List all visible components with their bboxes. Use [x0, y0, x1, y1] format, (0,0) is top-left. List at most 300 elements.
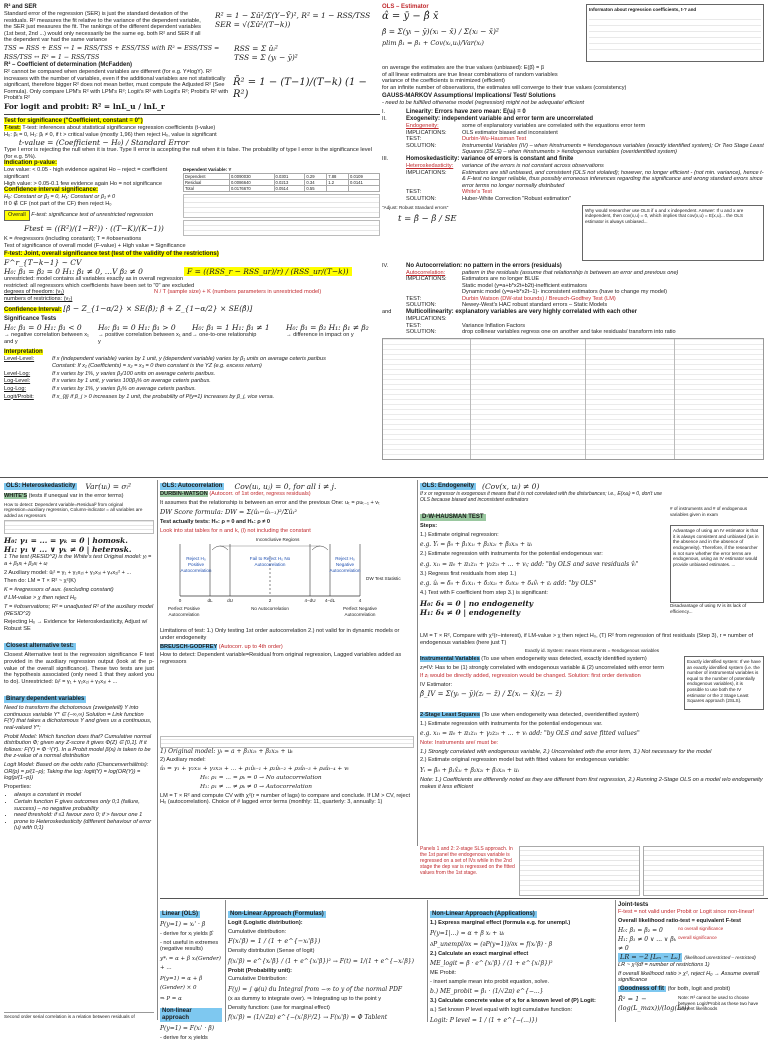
dof-v2: numbers of restrictions: (v₂) — [4, 295, 73, 302]
dwh-label: D-W-HAUSMAN TEST — [422, 514, 484, 520]
assumption-table-col-4 — [675, 339, 763, 459]
multi-test-label: TEST: — [406, 322, 422, 329]
gm-iii-text: Homoskedasticity: variance of errors is constant and finite — [406, 155, 574, 162]
het-howto: How to detect: Dependent variable=Residual² from original regression=auxiliary regression, Column-indicator = all variables are added as regressors — [4, 501, 143, 518]
steps-label: Steps: — [420, 523, 438, 529]
endo-sol-text: Instrumental Variables (IV) – when #instruments = #endogenous variables (exactly identified system); Or Two Stage Least Squares (2SLS) – when #instruments > #endogenous variables (overidentified system) — [462, 142, 764, 156]
het-lm-1: K = #regressors of aux. (excluding constant) — [4, 586, 114, 593]
top-right-column — [382, 4, 764, 472]
ser-formula: SER = √(Σû²/(T−k)) — [215, 20, 291, 29]
endo-title: OLS: Endogeneity — [422, 483, 475, 489]
k-text: K = #regressors (including constant); T = #observations — [4, 235, 142, 242]
endo-sol-label: SOLUTION: — [406, 142, 437, 149]
constant-text: Constant: If x₁ (Coefficients) = x₂ = x₃ = 0 then constant is the YZ (e.g. excess return) — [52, 363, 262, 370]
f-formula: Ftest = ((R²)/(1−R²)) · ((T−K)/(K−1)) — [24, 223, 164, 233]
footer-note: Second order serial correlation is a relation between residuals of — [4, 1012, 154, 1020]
het-regression: 1 The test (RESID^2) is the White's test Original model: yᵢ = a + β₁xᵢ + β₂xᵢ + uᵢ — [4, 554, 152, 567]
lev-log-text: If x varies by 1%, y varies β₁/100 units on average ceteris paribus. — [52, 370, 216, 377]
bg-table — [160, 736, 414, 748]
divider-middle — [0, 477, 768, 478]
dw-tick-label: 4 — [358, 598, 362, 604]
nlf-cum2: Cumulative Distribution: — [228, 976, 288, 983]
reg-table-cell: 0.55 — [305, 185, 327, 191]
lev-log-label: Level-Log: — [4, 370, 31, 377]
step-4-h1: H₁: δ₄ ≠ 0 | endogeneity — [420, 607, 521, 617]
side-box-2: Disadvantage of using IV is its lack of efficiency... — [670, 603, 747, 614]
het-table — [4, 520, 154, 534]
het-auxiliary: 2 Auxiliary model: ûᵢ² = γ₁ + γ₂x₂ᵢ + γ₃x₃ᵢ + γ₄x₂ᵢ² + ... — [4, 569, 132, 576]
bg-h1: H₁: ρ₁ ≠ ... ≠ ρₖ ≠ 0 → Autocorrelation — [200, 783, 312, 790]
info-formulas — [589, 15, 761, 55]
dw-assume: It assumes that the relationship is between an error and the previous One: uₜ = ρuₜ₋₁ + vₜ — [160, 499, 380, 506]
joint-title: F-test: Joint, overall significance test (test of the validity of the restrictions) — [4, 251, 219, 258]
r2-title: R² and SER — [4, 4, 37, 10]
panel-note: Panels 1 and 2: 2-stage SLS approach. In the 1st panel the endogenous variable is regressed on a set of IVs while in the 2nd stage the dep var is regressed on the fitted values from the 1st stage. — [420, 846, 515, 876]
white-formula: t = β̂ − β̄ / SE — [398, 214, 457, 225]
nl-formulas-column — [228, 902, 424, 1022]
r2-formula: R² = 1 − Σû²/Σ(Y−Ȳ)², R² = 1 − RSS/TSS — [215, 11, 371, 20]
step-2: 2.) Estimate regression with instruments for the potential endogenous var: — [420, 551, 603, 558]
top-left-column: R² and SER Standard error of the regression (SER) is just the standard deviation of the residuals. R² measures the fit relative to the variance of the dependent variable, the SER just measures the fit. The rankings of the different dependent variables (1st best, 2nd ...) would only necessarily be the same eg. both R² and SER if all the dependent var had the same variance R² = 1 − Σû²/Σ(Y−Ȳ)², R² = 1 − RSS/TSS SER = √(Σû²/(T−k)) TSS = RSS + ESS ↔ 1 = RSS/TSS + ESS/TSS with R² = ESS/TSS = RSS/TSS ↔ R² = 1 − RSS/TSS RSS = Σ ûᵢ² TSS = Σ (yᵢ − ȳ)² R² – Coefficient of determination (McFadden) R² cannot be compared when dependent variables are different (for e.g. Y≠logY). R² increases with the number of variables, even if the additional variables are not statistically significant, therefore bigger R² does not mean better, must compute the Adjusted R² (See Formula). Only compare LPM's R² with LPM's R²; Logit's R² with Logit's R²; Probit's R² with Probit's R² R̄² = 1 − (T−1)/(T−k) (1 − R²) For logit and probit: R² = lnL_u / lnL_r Test for significance ("Coefficient, constant = 0") T-test: T-test: inferences about statistical significance regression coefficients (t-value) H₀: βᵢ = 0, H₁: βᵢ ≠ 0, if t > critical value (mostly 1,96) then reject H₀, value is significant t-value = (Coefficient − H₀) / Standard Error Type I error is rejecting the null when it is true. Type II error is accepting the null when it is false. The probability of type I error is the significance level (for e.g. 5%). Indication p-value: Low value: < 0.05 - high evidence against Ho – reject = coefficient significant High value: > 0.05-0.1 few evidence again Ho = not significance Confidence interval significance: H₀: Constant or β₁ = 0, H₁: Constant or β₁ ≠ 0 If 0 ∉ CF (not part of the CF) then reject H₀ Overall F-test: significance test of unrestricted regression Ftest = ((R²)/(1−R²)) · ((T−K)/(K−1)) Dependent Variable: Y Dependent 0.0090030 0.0301 0.29 7.88 0.0109 Residual 0.0086640 0.0213 0.34 1.2 0.0141 Total 0.0176670 0.0514 0.55 K = #regressors (including constant); T = #observations Test of significance of overall model (F-value) + High value = Significance F-test: Joint, overall significance test (test of the validity of the restrictions) F^r_{T−k−1} ~ CV H₀: β₁ = β₂ = 0 H₁: β₁ ≠ 0, ...V β₂ ≠ 0 F = ((RSS_r − RSS_ur)/r) / (RSS_ur/(T−k)) unrestricted: model contains all variables exactly as in overall regression restricted: all regressors which coefficients have been set to "0" are excluded degrees of freedom: (v₁) numbers of restrictions: (v₂) N / T (sample size) + K (numbers parameters in unrestricted model) Confidence Interval: [β̂ − Z_{1−α/2} × SE(β̂); β̂ + Z_{1−α/2} × SE(β̂)] Significance Tests H₀: β₁ = 0 H₁: β₁ < 0 → negative correlation between x₁ and y H₀: β₁ = 0 H₁: β₁ > 0 → positive correlation between x₁ and y H₀: β₁ = 1 H₁: β₁ ≠ 1 → one-to-one relationship H₀: β₁ = β₂ H₁: β₁ ≠ β₂ → difference in impact on y Interpretation Level-Level: If x (independent variable) varies by 1 unit, y (dependent variable) varies by β₁ units on average ceteris paribus Constant: If x₁ (Coefficients) = x₂ = x₃ = 0 then constant is the YZ (e.g. excess return) Level-Log: If x varies by 1%, y varies β₁/100 units on average ceteris paribus. Log-Level: If x varies by 1 unit, y varies 100β₁% on average ceteris paribus. Log-Log: If x varies by 1%, y varies β₁% on average ceteris paribus. Logit/Probit: If x_{ij} if β_j > 0 increases by 1 unit, the probability of P(y=1) increases by β_j, vice versa. — [4, 4, 380, 472]
dof-v1: degrees of freedom: (v₁) — [4, 289, 65, 296]
prop-4: • prone to Heteroskedasticity (different behaviour of error (u) with 0;1) — [14, 819, 154, 832]
ci-text: If 0 ∉ CF (not part of the CF) then reject H₀ — [4, 200, 112, 207]
nla-me-3: b.) ME_probit = β₁ · (1/√2π) e^{−...} — [430, 988, 544, 996]
reg-table-cell: 0.34 — [305, 179, 327, 185]
dw-diagram — [160, 536, 414, 628]
gof-title: Goodness of fit — [620, 985, 664, 992]
dw-neg-label: Perfect Negative Autocorrelation — [343, 606, 377, 617]
assumption-table-col-1 — [383, 339, 471, 459]
endo-test-label: TEST: — [406, 136, 422, 143]
reg-stats-block — [183, 220, 380, 236]
plim-formula: plim β̂₁ = β₁ + Cov(xᵢ,uᵢ)/Var(xᵢ) — [382, 39, 484, 47]
nlf-f2: f(xᵢ'β) = e^{xᵢ'β} / (1 + e^{xᵢ'β})² → F(t) = 1/(1 + e^{−xᵢ'β}) — [228, 957, 414, 965]
pvalue-title: Indication p-value: — [4, 160, 58, 167]
lm-text: LM = T × R², Compare with χ²(r−interest), if LM-value > χ then reject H₀, (T) R² from regression of first residuals (Step 3), r = number of endogenous variables (here just T) — [420, 633, 753, 646]
reg-table-title: Dependent Variable: Y — [183, 167, 232, 173]
pvalue-high: High value: > 0.05-0.1 few evidence again Ho = not significance — [4, 180, 162, 187]
h-diff: H₀: β₁ = β₂ H₁: β₁ ≠ β₂ — [286, 323, 369, 333]
iv-formula: β̂_IV = Σ(yᵢ − ȳ)(zᵢ − z̄) / Σ(xᵢ − x̄)(zᵢ − z̄) — [420, 690, 562, 699]
jt-lr-note: (likelihood unrestricted – restricted) — [684, 954, 756, 960]
jt-lr: Overall likelihood ratio-test = equivalent F-test — [618, 917, 741, 924]
and-label: and — [382, 309, 392, 316]
multi-sol-text: drop collinear variables regress one on another and take residuals/ transform into ratio — [462, 329, 676, 336]
jt-text: F-test = not valid under Probit or Logit since non-linear! — [618, 909, 755, 915]
nt-text: N / T (sample size) + K (numbers parameters in unrestricted model) — [154, 289, 322, 296]
jt-h1: H₁: β₁ ≠ 0 ∨ ... ∨ βₖ ≠ 0 — [618, 936, 676, 953]
unrestricted-text: unrestricted: model contains all variables exactly as in overall regression — [4, 276, 184, 283]
jt-reject: If overall likelihood ratio > χ², reject H₀ → Assume overall significance — [618, 970, 760, 984]
ci-formula: [β̂ − Z_{1−α/2} × SE(β̂); β̂ + Z_{1−α/2} × SE(β̂)] — [63, 304, 253, 314]
auto-sol-label: SOLUTION: — [406, 302, 437, 309]
pos-rel: → positive correlation between x₁ and y — [98, 332, 192, 346]
adj-r2-text: R² cannot be compared when dependent variables are different (for e.g. Y≠logY). R² increases with the number of variables, even if the additional variables are not statistically significant, therefore bigger R² does not mean better, must compute the Adjusted R² (See Formula). Only compare LPM's R² with LPM's R²; Logit's R² with Logit's R²; Probit's R² with Probit's R² — [4, 68, 229, 102]
stage2-output — [643, 846, 764, 896]
prop-1: • always a constant in model — [14, 792, 154, 799]
log-lev-label: Log-Level: — [4, 378, 31, 385]
bg-text: (Autocorr. up to 4th order) — [218, 643, 283, 650]
dw-no-label: No Autocorrelation — [251, 606, 289, 612]
endo-note: If x or regressor is exogenous it means that it is not correlated with the disturbances; i.e., E(xᵢuᵢ) = 0, don't use OLS because biased and inconsistent estimators — [420, 491, 662, 503]
ols-bullet-1: on average the estimates are the true values (unbiased): E(β̂) = β — [382, 65, 545, 71]
dw-limitations: Limitations of test: 1.) Only testing 1st order autocorrelation 2.) not valid for in dynamic models or under endogeneity — [160, 628, 400, 641]
ftest-text: F-test: significance test of unrestricted regression — [31, 212, 154, 219]
reg-table-cell: 0.0086640 — [229, 179, 274, 185]
nlf-f1: F(xᵢ'β) = 1 / (1 + e^{−xᵢ'β}) — [228, 937, 321, 946]
het-test-text: White's Test — [462, 189, 492, 196]
neg-rel: → negative correlation between x₁ and y — [4, 332, 89, 346]
nlf-note: (x as dummy to integrate over). ⇒ Integrating up to the point y — [228, 995, 381, 1002]
nl-applications-column — [430, 902, 612, 1022]
het-h0: H₀: γ₁ = ... = γₖ = 0 | homosk. — [4, 536, 128, 546]
endo-label: Endogeneity: — [406, 122, 439, 129]
sig-tests-title: Significance Tests — [4, 316, 57, 323]
white-text: (tests if unequal var in the error terms) — [28, 493, 124, 499]
nla-me: ME Probit: — [430, 970, 457, 977]
reg-table-cell — [349, 185, 380, 191]
gm-i-text: Linearity: Errors have zero mean: E(uᵢ) = 0 — [406, 108, 526, 115]
auto-sol-text: Newey-West's HAC robust standard errors – Static Models — [462, 302, 608, 309]
bg-aux: ûₜ = γ₁ + γ₂x₁ₜ + γ₃x₂ₜ + ... + ρ₁ûₜ₋₁ + ρ₂ûₜ₋₂ + ρ₃ûₜ₋₃ + ρ₄ûₜ₋₄ + vₜ — [160, 765, 349, 772]
rss-formula: RSS = Σ ûᵢ² — [234, 43, 278, 53]
panel-note-column — [420, 846, 764, 898]
pvalue-low: Low value: < 0.05 - high evidence against Ho – reject = coefficient significant — [4, 167, 168, 180]
linear-p: P(y=1) = xᵢ' · β — [160, 921, 206, 928]
dw-tick-label: 4−dU — [304, 598, 316, 604]
props-list — [4, 792, 154, 832]
nonlinear-p: P(y=1) = F(xᵢ' · β) — [160, 1024, 215, 1032]
iv-text-2: zᵢ=IV: Has to be (1) strongly correlated with endogenous variable & (2) uncorrelated with error term — [420, 664, 664, 671]
het-test-label: TEST: — [406, 189, 422, 196]
nlf-f3: F(y) = ∫ φ(u) du Integral from −∞ to y of the normal PDF — [228, 985, 403, 993]
het-lm-2: if LM-value > χ then reject H₀ — [4, 595, 77, 602]
endo-column — [420, 482, 764, 844]
bg-model-2: 2) Auxiliary model: — [160, 757, 206, 763]
dw-formula: DW Score formula: DW = Σ(ûₜ−ûₜ₋₁)²/Σûₜ² — [160, 508, 297, 517]
het-column — [4, 482, 154, 1022]
step-4: 4.) Test with F coefficient from step 3.) is significant: — [420, 590, 548, 597]
bg-howto: How to detect: Dependent variable=Residual from original regression, Lagged variables added as regressors — [160, 652, 402, 665]
nla-step-1-f: P(y=1|...) = α + β xᵢ + uᵢ — [430, 929, 505, 937]
info-title: Informaton about regression coefficients, t-? and — [589, 7, 697, 12]
dw-look: Look into stat tables for n and k, (l) not including the constant — [160, 527, 311, 534]
het-title: OLS: Heteroskedasticity — [6, 483, 76, 489]
het-imp-text: Estimators are still unbiased, and consistent (OLS not violated); however, no longer efficient - (not min. variance), hence t-& F-test no longer reliable, thus possibly erroneous inferences regarding the significance and wrong standard errors since error terms no longer normally distributed — [462, 169, 764, 189]
log-log-text: If x varies by 1%, y varies β₁% on average ceteris paribus. — [52, 386, 196, 393]
reg-table-cell: 0.29 — [305, 173, 327, 179]
reg-table-cell: 0.0514 — [274, 185, 305, 191]
assumption-table — [382, 338, 764, 460]
nla-step-3: 3.) Calculate concrete value of xᵢ for a known level of (P) Logit: — [430, 998, 596, 1005]
dw-tick-label: 2 — [268, 598, 272, 604]
joint-tests-column — [618, 902, 764, 1022]
endo-test-text: Durbin-Wu-Hausman Test — [462, 136, 527, 143]
autocorr-title: OLS: Autocorrelation — [162, 483, 223, 489]
one-rel: → one-to-one relationship — [192, 332, 257, 339]
bg-h0: H₀: ρ₁ = ... = ρₖ = 0 → No autocorrelation — [200, 774, 322, 781]
auto-imp-label: IMPLICATIONS: — [406, 276, 447, 283]
tss-formula: TSS = RSS + ESS ↔ 1 = RSS/TSS + ESS/TSS with R² = ESS/TSS = RSS/TSS ↔ R² = 1 − RSS/TSS — [4, 44, 220, 61]
autocorr-cov: Cov(uᵢ, uⱼ) = 0, for all i ≠ j. — [234, 482, 337, 491]
closest-title: Closest alternative test: — [6, 643, 74, 650]
bg-label: BREUSCH-GODFREY — [160, 643, 218, 650]
probit-text: Probit Model: Which function does that? Cumulative normal distribution Φ; given any Z-score it gives Φ(Z) ∈ [0,1]. If it follows: F(Y) = Φ⁻¹(Y). In a Probit model β(xᵢ) is taken to be the z-value of a normal distribution — [4, 733, 152, 760]
step-3: 3.) Regress first residuals from step 1.) — [420, 570, 517, 577]
reg-table-cell: 0.0090030 — [229, 173, 274, 179]
nla-step-1-g: ∂P_unempl/∂x = (∂P(y=1))/∂x = f(xᵢ'β) · β — [430, 940, 553, 948]
reg-table-cell: 0.0109 — [349, 173, 380, 179]
jt-lr-formula: LR = −2 [Lₘ − Lᵤ] — [620, 953, 681, 962]
nonlinear-title: Non-linear approach — [160, 1008, 222, 1022]
exact-box — [684, 656, 764, 710]
reg-table-cell: 1.2 — [327, 179, 349, 185]
het-sol-text: Huber-White Correction "Robust estimation" — [462, 195, 572, 202]
reg-table-row — [184, 185, 380, 191]
auto-imp-text-2: Static model (y=a+b*x2t+b2t)-inefficient estimators — [462, 282, 588, 289]
het-label: Heteroskedasticity: — [406, 162, 454, 169]
sls-step-1: 1.) Estimate regression with instruments for the potential endogenous var. — [420, 720, 603, 727]
log-lev-text: If x varies by 1 unit, y varies 100β₁% on average ceteris paribus. — [52, 378, 211, 385]
logit-r2-line: For logit and probit: R² = lnL_u / lnL_r — [4, 101, 165, 111]
step-1-eq: e.g. Yᵢ = β₀ + β₁x₁ᵢ + β₂x₂ᵢ + β₃x₃ᵢ + uᵢ — [420, 541, 533, 549]
dw-stat: DW Test Statistic — [366, 576, 401, 582]
lev-lev-text: If x (independent variable) varies by 1 unit, y (dependent variable) varies by β₁ units on average ceteris paribus — [52, 355, 326, 362]
sls-step-2-eq: Yᵢ = β₀ + β₁x̂₁ᵢ + β₂x₂ᵢ + β₃x₃ᵢ + uᵢ — [420, 766, 519, 774]
sls-note-2: 1.) Strongly correlated with endogenous variable, 2.) Uncorrelated with the error term, 3.) Not necessary for the model — [420, 748, 712, 755]
multi-imp-label: IMPLICATIONS: — [406, 316, 447, 323]
white-label: WHITE'S — [4, 493, 28, 499]
linear-p2: ⇒ P = α — [160, 995, 182, 1002]
auto-text: pattern in the residuals (assume that relationship is between an error and previous one) — [462, 269, 679, 276]
jt-h1-note: overall significance — [678, 935, 717, 941]
gm-iv-text: No Autocorrelation: no pattern in the errors (residuals) — [406, 262, 562, 269]
dw-inc-left — [212, 546, 228, 550]
prop-3: • need threshold: if ≤1 favour zero 0; if > favour one 1 — [14, 812, 154, 819]
nonlinear-derive: - derive for xᵢ yields — [160, 1034, 208, 1041]
linear-column — [160, 902, 222, 1041]
side-box-text: Advantage of using an IV estimator is that it is always consistent and unbiased (as in the absence and in the absence of endogeneity). Therefore, if the researcher is not sure whether the error terms are endogenous, using an IV estimator would provide unbiased estimates. ... — [673, 528, 759, 567]
gof-formula: R̄² = 1 − (log(L_max))/(log(L₀)) — [618, 994, 689, 1012]
step-4-h0: H₀: δ₄ = 0 | no endogeneity — [420, 598, 534, 608]
jt-chi: LR ~ χ²(df = number of restrictions 1) — [618, 962, 710, 969]
adj-r2-title: R² – Coefficient of determination (McFadden) — [4, 61, 133, 68]
dw-tick-label: dL — [207, 598, 213, 604]
auto-label: Autocorrelation: — [406, 269, 446, 276]
r2-text: Standard error of the regression (SER) is just the standard deviation of the residuals. R² measures the fit relative to the variance of the dependent variable, the SER just measures the fit. The rankings of the different dependent variables (1st best, 2nd ...) would only necessarily be the same eg. both R² and SER if all the dependent var had the same variance — [4, 11, 201, 44]
type-error-text: Type I error is rejecting the null when it is true. Type II error is accepting the null when it is false. The probability of type I error is the significance level (for e.g. 5%). — [4, 147, 372, 160]
iv-text-3: If zᵢ would be directly added, regression would be changed. Solution: first order derivation — [420, 673, 641, 680]
step-1-note: # of instruments and # of endogenous variables given in exam — [670, 506, 748, 517]
endo-imp-label: IMPLICATIONS: — [406, 129, 447, 136]
tss2-formula: TSS = Σ (yᵢ − ȳ)² — [234, 52, 298, 62]
step-3-eq: e.g. ûᵢ = δ₀ + δ₁x₁ᵢ + δ₂x₂ᵢ + δ₃x₃ᵢ + δ₄v̂ᵢ + εᵢ add: "by OLS" — [420, 580, 597, 588]
nla-step-2-f: ME_logit = β · e^{xᵢ'β} / (1 + e^{xᵢ'β})² — [430, 960, 553, 968]
restricted-text: restricted: all regressors which coefficients have been set to "0" are excluded — [4, 282, 195, 289]
endo-cov: (Cov(x, uᵢ) ≠ 0) — [482, 482, 540, 491]
het-reject: Rejecting H₀ → Evidence for Heteroskedasticity, Adjust w/ Robust SE — [4, 619, 148, 632]
dw-tick-label: 4−dL — [324, 598, 336, 604]
logit-probit-label: Logit/Probit: — [4, 393, 34, 400]
log-log-label: Log-Log: — [4, 386, 27, 393]
linear-derive-2: - not useful in extremes (negative results) — [160, 939, 219, 953]
dw-label: DURBIN-WATSON — [160, 491, 208, 497]
auto-test-text: Durbin Watson (DW-stat bounds) / Breusch-Godfrey Test (LM) — [462, 295, 616, 302]
reg-table-cell — [327, 185, 349, 191]
dw-text: (Autocorr. of 1st order, regress residuals) — [209, 491, 311, 497]
gof-text: (for both, logit and probit) — [667, 985, 731, 992]
nlf-cum: Cumulative distribution: — [228, 928, 287, 935]
closest-text: Closest Alternative test is the regression significance F test provided in the auxiliary regression output (look at the p-value of the overall significance). These two tests are just the hypothesis associated (only need 1 that they asked you to do). Unrestricted: ûᵢ² = γ₁ + γ₂x₂ᵢ + γ₃x₃ᵢ + ... — [4, 652, 154, 685]
linear-title: Linear (OLS) — [162, 911, 199, 917]
multi-test-text: Variance Inflation Factors — [462, 322, 526, 329]
reg-table — [183, 173, 380, 192]
endo-imp-text: OLS estimator biased and inconsistent — [462, 129, 558, 136]
gm-title: GAUSS-MARKOV Assumptions/ Implications/ Test/ Solutions — [382, 93, 556, 100]
het-h1: H₁: γ₁ ∨ ... ∨ γₖ ≠ 0 | heterosk. — [4, 545, 132, 555]
joint-formula: F = ((RSS_r − RSS_ur)/r) / (RSS_ur/(T−k)) — [184, 267, 352, 276]
nlf-probit: Probit (Probability unit): — [228, 967, 293, 974]
step-1: 1.) Estimate original regression: — [420, 531, 499, 538]
auto-imp-text: Estimators are no longer BLUE — [462, 276, 540, 283]
logit-text: Logit Model: Based on the odds ratio (Chancenverhältnis): OR(p) = p/(1−p); Taking the log: logit(Y) = log(OR(Y)) = log(p/(1−p)) — [4, 762, 149, 782]
linear-y: y*ᵢ = α + β xᵢ(Gender) + ... — [160, 955, 221, 971]
linear-p1: P(y=1) = α + β (Gender) × 0 — [160, 975, 203, 991]
nla-step-3-f: Logit: P level = 1 / (1 + e^{−(...)}) — [430, 1016, 538, 1024]
sls-text: (To use when endogeneity was detected, overidentified system) — [481, 711, 639, 718]
dw-inconclusive: Inconclusive Regions — [256, 537, 300, 543]
reg-table-cell: 0.0301 — [274, 173, 305, 179]
het-lm-3: T = #observations; R² = unadjusted R² of the auxiliary model (RESID^2) — [4, 603, 154, 617]
dw-reject-neg: Reject H₀ Negative Autocorrelation — [329, 556, 361, 573]
gm-iv-label: IV. — [382, 262, 389, 269]
reg-table-cell: Total — [184, 185, 230, 191]
gm-ii-text: Exogeneity: independent variable and error term are uncorrelated — [406, 115, 594, 122]
exact-box-text: Exactly identified system: If we have an exactly identified system (i.e. the number of instrumental variables is equal to the number of potentially endogenous variables), it is possible to use both the IV estimator or the 2 Stage Least Squares approach (2SLS). — [687, 658, 761, 704]
het-sol-label: SOLUTION: — [406, 195, 437, 202]
auto-test-label: TEST: — [406, 295, 422, 302]
dw-inc-right — [312, 546, 328, 550]
dw-tick-label: dU — [227, 598, 233, 604]
exactly-text: Exactly id. System: means #instruments = #endogenous variables — [524, 648, 660, 654]
multi-sol-label: SOLUTION: — [406, 329, 437, 336]
nlf-dens: Density distribution (Sense of logit) — [228, 948, 315, 955]
dw-reject-pos: Reject H₀ Positive Autocorrelation — [180, 556, 212, 573]
interp-title: Interpretation — [4, 348, 43, 355]
nla-me-2: - insert sample mean into probit equation, solve. — [430, 978, 550, 985]
sls-note: Note: Instruments are/ must be: — [420, 740, 499, 747]
overall-label: Overall — [4, 210, 30, 221]
endo-text: some of explanatory variables are correlated with the equations error term — [462, 122, 646, 129]
info-box — [586, 4, 764, 62]
reg-table-cell: Residual — [184, 179, 230, 185]
dw-tick-label: 0 — [178, 598, 182, 604]
jt-h0: H₀: β₁ = β₂ = 0 — [618, 927, 663, 935]
assumption-table-col-2 — [471, 339, 586, 459]
multi-text: Multicollinearity: explanatory variables are very highly correlated with each other — [406, 309, 638, 316]
h-neg: H₀: β₁ = 0 H₁: β₁ < 0 — [4, 323, 82, 333]
sls-step-1-eq: e.g. x₁ᵢ = π₀ + π₁z₁ᵢ + γ₂z₂ᵢ + ... + vᵢ add: "by OLS and save fitted values" — [420, 730, 640, 738]
het-then: Then do: LM = T × R² ~ χ²(K) — [4, 578, 76, 585]
auto-imp-text-3: Dynamic model (y=a+b*x2t−1)- inconsistent estimators (have to change my model) — [462, 289, 668, 296]
nlf-title: Non-Linear Approach (Formulas) — [230, 911, 324, 917]
beta-formula: β̂ = Σ(yᵢ − ȳ)(xᵢ − x̄) / Σ(xᵢ − x̄)² — [382, 27, 499, 36]
f-dist: F^r_{T−k−1} ~ CV — [4, 258, 82, 268]
tvalue-formula: t-value = (Coefficient − H₀) / Standard Error — [18, 138, 190, 148]
binary-title: Binary dependent variables — [6, 696, 85, 703]
divider-bottom — [160, 898, 768, 899]
gof-note: Note: R² cannot be used to choose between Logit/Probit as these two have different likelihoods — [678, 994, 759, 1012]
nla-step-3a: a.) Set known P level equal with logit cumulative function: — [430, 1006, 572, 1013]
gm-i-label: I. — [382, 108, 386, 115]
iv-est: IV Estimator: — [420, 681, 453, 688]
prop-2: • Certain function F gives outcomes only 0;1 (failure, success) – no negative probability — [14, 799, 154, 812]
nlf-logit: Logit (Logistic distribution): — [228, 920, 303, 926]
het-text: variance of the errors is not constant across observations — [462, 162, 604, 169]
reg-table-cell: 0.0176670 — [229, 185, 274, 191]
lev-lev-label: Level-Level: — [4, 355, 35, 362]
ci-title: Confidence interval significance: — [4, 187, 99, 194]
jt-h0-note: no overall significance — [678, 926, 724, 932]
ci-label: Confidence Interval: — [4, 307, 62, 314]
assumption-table-col-3 — [586, 339, 674, 459]
reg-table-cell: 7.88 — [327, 173, 349, 179]
gm-iii-label: III. — [382, 155, 389, 162]
h-one: H₀: β₁ = 1 H₁: β₁ ≠ 1 — [192, 323, 270, 333]
gm-ii-label: II. — [382, 115, 387, 122]
regression-output — [179, 167, 380, 236]
reg-coef-block — [183, 194, 380, 218]
reg-table-cell: Dependent — [184, 173, 230, 179]
autocorr-column — [160, 482, 414, 736]
reg-table-cell: 0.0141 — [349, 179, 380, 185]
ttest-hypothesis: H₀: βᵢ = 0, H₁: βᵢ ≠ 0, if t > critical value (mostly 1,96) then reject H₀, value is significant — [4, 131, 217, 138]
ttest-line1: T-test: inferences about statistical significance regression coefficients (t-value) — [22, 124, 216, 131]
h-pos: H₀: β₁ = 0 H₁: β₁ > 0 — [98, 323, 176, 333]
adj-r2-formula: R̄² = 1 − (T−1)/(T−k) (1 − R²) — [233, 76, 367, 100]
nlf-f4: f(xᵢ'β) = (1/√2π) e^{−(xᵢ'β)²/2} → F(xᵢ'β) = Φ Tablent — [228, 1014, 388, 1022]
het-adjust: "Adjust: Robust Standard errors" — [382, 204, 449, 210]
stage1-output — [519, 846, 640, 896]
jt-title: Joint-tests — [618, 902, 649, 908]
ci-hypothesis: H₀: Constant or β₁ = 0, H₁: Constant or β₁ ≠ 0 — [4, 194, 116, 201]
nla-title: Non-Linear Approach (Applications) — [432, 911, 535, 917]
linear-derive: - derive for xᵢ yields β̂ — [160, 931, 213, 937]
bg-model-1: 1) Original model: yₜ = a + β₁x₁ₜ + β₂x₂ₜ + uₜ — [160, 748, 293, 755]
iv-title: Instrumental Variables — [420, 655, 480, 662]
binary-text: Need to transform the dichotomous (zweigeteilt) Y into continuous variable Y* ∈ (−∞,∞) Solution = Link function F(Y) that takes a dichotomous Y and gives us a continuous, real-valued Y*; — [4, 705, 152, 732]
ols-bullet-3: variance of the coefficients is minimized (efficient) — [382, 78, 505, 85]
het-var-formula: Var(uᵢ) = σᵢ² — [85, 482, 132, 491]
reg-table-cell: 0.0213 — [274, 179, 305, 185]
het-imp-label: IMPLICATIONS: — [406, 169, 447, 176]
dw-pos-label: Perfect Positive Autocorrelation — [168, 606, 200, 617]
nla-step-2: 2.) Calculate an exact marginal effect — [430, 950, 529, 957]
diff-rel: → difference in impact on y — [286, 332, 354, 339]
props-title: Properties: — [4, 783, 32, 790]
nla-step-1: 1.) Express marginal effect (formula e.g. for unempl.) — [430, 920, 571, 926]
logit-probit-text: If x_{ij} if β_j > 0 increases by 1 unit, the probability of P(y=1) increases by β_j, vice versa. — [52, 393, 275, 400]
ols-bullet-2: of all linear estimators are true linear combinations of random variables — [382, 71, 558, 78]
gm-subtitle: - need to be fulfilled otherwise model (regression) might not be adequate/ efficient — [382, 100, 585, 107]
iv-text: (To use when endogeneity was detected, exactly identified system) — [481, 655, 647, 662]
dw-fail: Fail to Reject H₀ No Autocorrelation — [249, 556, 291, 567]
ols-bullet-4: for an infinite number of observations, the estimates will converge to their true values (consistency) — [382, 84, 627, 91]
ttest-title: Test for significance ("Coefficient, constant = 0") — [4, 117, 143, 124]
bg-column — [160, 736, 414, 846]
nlf-dens2: Density function: (use for marginal effect) — [228, 1004, 330, 1011]
